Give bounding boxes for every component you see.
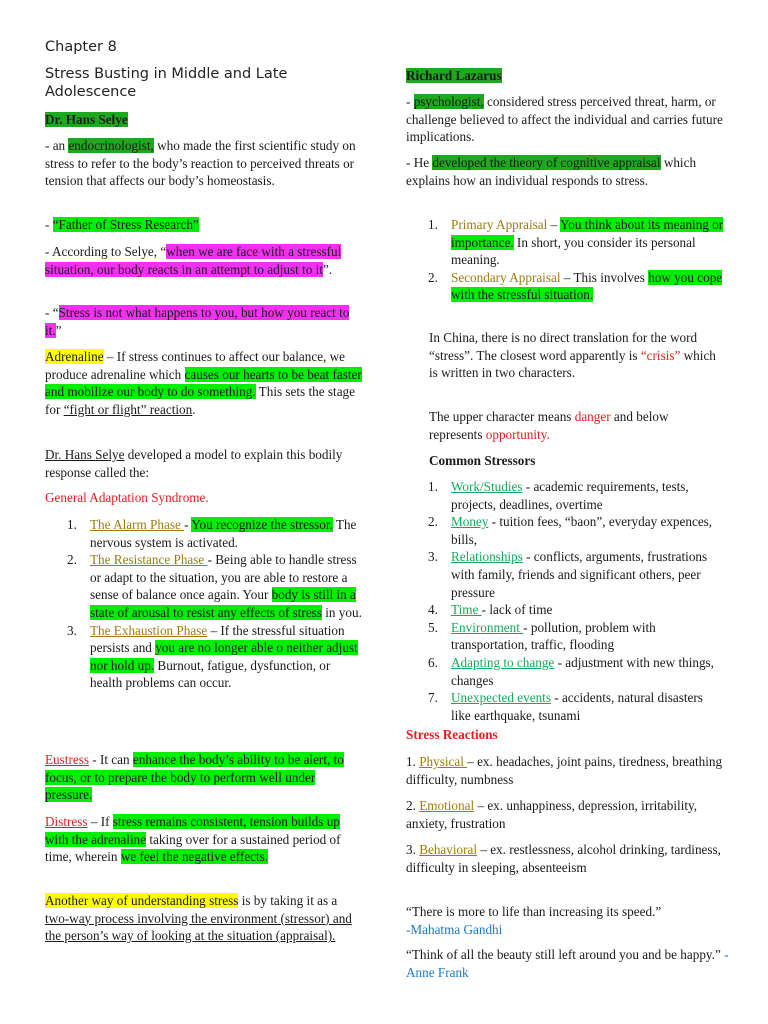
phase-item-resistance: 2. The Resistance Phase - Being able to handle stress or adapt to the situation, you are able to restore a sense of balance once again. Your body is still in a state of arousal to resist any effects of stress in you. <box>67 552 362 620</box>
lazarus-heading: Richard Lazarus <box>406 68 502 83</box>
stressor-item: 6. Adapting to change - adjustment with new things, changes <box>428 654 714 688</box>
stressor-item: 4. Time - lack of time <box>428 602 553 618</box>
phase-item-alarm: 1. The Alarm Phase - You recognize the stressor. The nervous system is activated. <box>67 517 357 550</box>
common-stressors-heading: Common Stressors <box>429 453 536 468</box>
upper-character-paragraph: The upper character means danger and below represents opportunity. <box>429 409 669 442</box>
anne-frank-quote: “Think of all the beauty still left around you and be happy.” - Anne Frank <box>406 947 729 980</box>
according-to-selye: - According to Selye, “when we are face with a stressful situation, our body reacts in an attempt to adjust to it”. <box>45 244 342 277</box>
gas-phase-list <box>45 516 363 692</box>
distress-paragraph: Distress – If stress remains consistent, tension builds up with the adrenaline taking over for a sustained period of time, wherein we feel the negative effects. <box>45 814 341 865</box>
stressor-item: 1. Work/Studies - academic requirements, tests, projects, deadlines, overtime <box>428 479 689 512</box>
reaction-item-emotional: 2. Emotional – ex. unhappiness, depression, irritability, anxiety, frustration <box>406 798 698 831</box>
reaction-item-behavioral: 3. Behavioral – ex. restlessness, alcohol drinking, tardiness, difficulty in sleeping, absenteeism <box>406 842 721 875</box>
selye-quote: - “Stress is not what happens to you, but how you react to it.” <box>45 305 350 338</box>
stressor-item: 7. Unexpected events - accidents, natural disasters like earthquake, tsunami <box>428 690 703 723</box>
cognitive-appraisal-paragraph: - He developed the theory of cognitive appraisal which explains how an individual responds to stress. <box>406 155 697 188</box>
gandhi-quote: “There is more to life than increasing its speed.” -Mahatma Gandhi <box>406 904 662 937</box>
page-title-line2: Adolescence <box>45 84 137 100</box>
chapter-label: Chapter 8 <box>45 39 117 55</box>
appraisal-list <box>406 216 724 304</box>
stressor-item: 5. Environment - pollution, problem with transportation, traffic, flooding <box>428 619 656 653</box>
china-paragraph: In China, there is no direct translation for the word “stress”. The closest word apparently is “crisis” which is written in two characters. <box>429 330 716 381</box>
two-way-process-paragraph: Another way of understanding stress is by taking it as a two-way process involving the environment (stressor) and the person’s way of looking at the situation (appraisal). <box>45 893 352 944</box>
selye-heading: Dr. Hans Selye <box>45 112 128 127</box>
appraisal-item-primary: 1. Primary Appraisal – You think about its meaning or importance. In short, you consider its personal meaning. <box>428 217 724 268</box>
page-title-line1: Stress Busting in Middle and Late <box>45 66 288 82</box>
stressor-item: 3. Relationships - conflicts, arguments, frustrations with family, friends and significant others, peer pressure <box>428 549 708 600</box>
appraisal-item-secondary: 2. Secondary Appraisal – This involves how you cope with the stressful situation. <box>428 269 723 303</box>
eustress-paragraph: Eustress - It can enhance the body’s ability to be alert, to focus, or to prepare the body to perform well under pressure. <box>45 752 344 803</box>
stressors-list <box>406 478 724 724</box>
reaction-item-physical: 1. Physical – ex. headaches, joint pains, tiredness, breathing difficulty, numbness <box>406 754 723 787</box>
gas-label: General Adaptation Syndrome. <box>45 490 209 505</box>
phase-item-exhaustion: 3. The Exhaustion Phase – If the stressful situation persists and you are no longer able o neither adjust nor hold up. Burnout, fatigue, dysfunction, or health problems can occur. <box>67 622 358 691</box>
model-paragraph: Dr. Hans Selye developed a model to explain this bodily response called the: <box>45 447 343 480</box>
father-of-stress: - “Father of Stress Research” <box>45 217 199 232</box>
stressor-item: 2. Money - tuition fees, “baon”, everyday expences, bills, <box>428 514 713 547</box>
selye-definition: - an endocrinologist, who made the first scientific study on stress to refer to the body’s reaction to perceived threats or tension that affects our body’s homeostasis. <box>45 138 356 189</box>
stress-reactions-heading: Stress Reactions <box>406 727 498 742</box>
lazarus-definition: - psychologist, considered stress perceived threat, harm, or challenge believed to affect the individual and carries future implications. <box>406 94 723 145</box>
adrenaline-paragraph: Adrenaline – If stress continues to affect our balance, we produce adrenaline which causes our hearts to be beat faster and mobilize our body to do something. This sets the stage for “fight or flight” reaction. <box>45 349 362 417</box>
